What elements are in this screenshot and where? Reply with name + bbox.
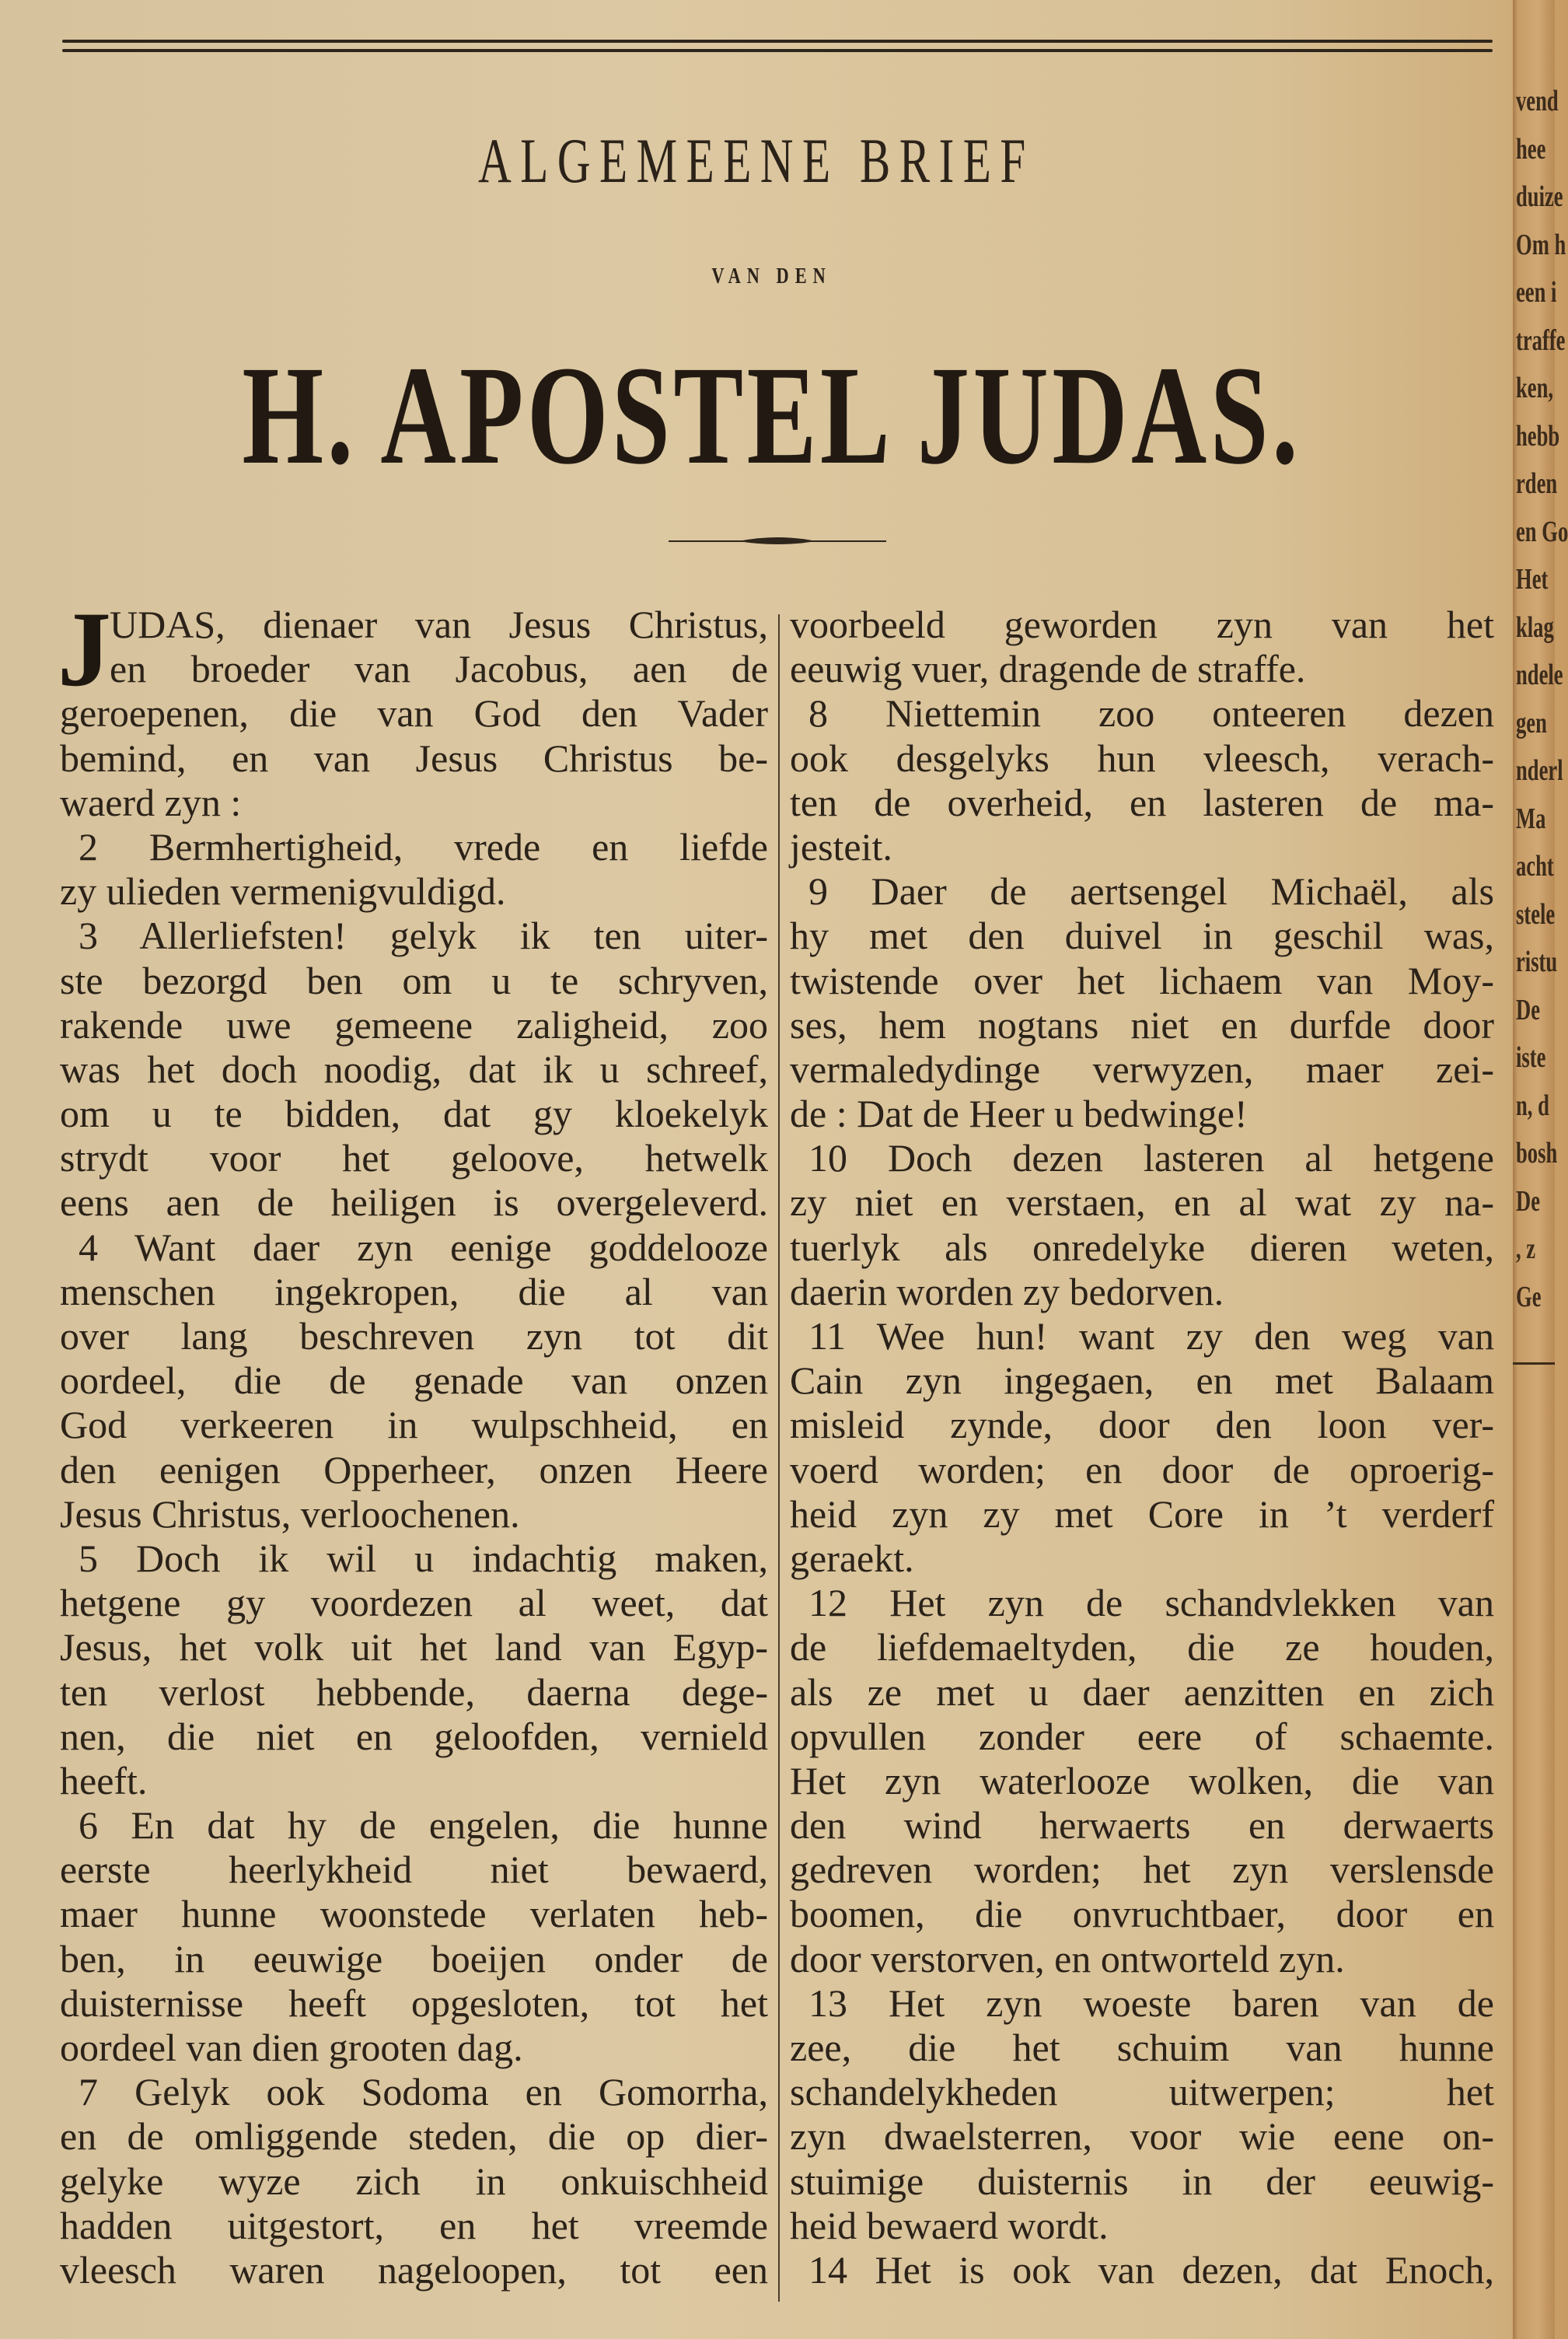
header-double-rule-bottom	[62, 49, 1493, 52]
text-line: 9 Daer de aertsengel Michaël, als	[808, 869, 1494, 914]
text-line: oordeel, die de genade van onzen	[60, 1358, 768, 1403]
text-line: geroepenen, die van God den Vader	[60, 691, 768, 736]
text-line: vleesch waren nageloopen, tot een	[60, 2247, 768, 2292]
text-line: misleid zynde, door den loon ver-	[790, 1403, 1494, 1447]
text-line: ten de overheid, en lasteren de ma-	[790, 780, 1494, 824]
text-line: 7 Gelyk ook Sodoma en Gomorrha,	[79, 2070, 768, 2114]
text-line: tuerlyk als onredelyke dieren weten,	[790, 1225, 1494, 1269]
facing-page-fragment: Ge	[1516, 1280, 1542, 1313]
text-line: 2 Bermhertigheid, vrede en liefde	[79, 824, 768, 869]
text-line: vermaledydinge verwyzen, maer zei-	[790, 1047, 1494, 1091]
text-line: Jesus Christus, verloochenen.	[60, 1491, 520, 1536]
facing-page-fragment: en Go	[1516, 515, 1568, 548]
text-line: 11 Wee hun! want zy den weg van	[808, 1314, 1494, 1358]
title-small-text: ALGEMEENE BRIEF	[477, 125, 1035, 196]
text-line: zyn dwaelsterren, voor wie eene on-	[790, 2114, 1494, 2159]
text-line: ses, hem nogtans niet en durfde door	[790, 1002, 1494, 1047]
text-line: twistende over het lichaem van Moy-	[790, 958, 1494, 1002]
facing-page-fragment: rden	[1516, 467, 1558, 500]
text-line: daerin worden zy bedorven.	[790, 1269, 1224, 1313]
text-line: menschen ingekropen, die al van	[60, 1269, 768, 1313]
text-column-right	[790, 603, 1494, 2292]
text-line: en broeder van Jacobus, aen de	[110, 647, 768, 691]
facing-page-rule	[1513, 1362, 1555, 1365]
text-line: 4 Want daer zyn eenige goddelooze	[79, 1225, 768, 1269]
facing-page-fragment: , z	[1516, 1232, 1536, 1265]
text-line: den wind herwaerts en derwaerts	[790, 1803, 1494, 1848]
text-column-left	[60, 603, 768, 2292]
text-line: was het doch noodig, dat ik u schreef,	[60, 1047, 768, 1091]
text-line: eeuwig vuer, dragende de straffe.	[790, 647, 1306, 691]
title-van-den	[0, 264, 1543, 289]
text-line: waerd zyn :	[60, 780, 242, 824]
text-line: strydt voor het geloove, hetwelk	[60, 1136, 768, 1180]
facing-page-fragment: acht	[1516, 850, 1554, 883]
text-line: om u te bidden, dat gy kloekelyk	[60, 1092, 768, 1136]
text-line: ben, in eeuwige boeijen onder de	[60, 1936, 768, 1981]
text-line: maer hunne woonstede verlaten heb-	[60, 1892, 768, 1936]
text-line: 13 Het zyn woeste baren van de	[808, 1981, 1494, 2025]
facing-page-fragment: ristu	[1516, 946, 1558, 978]
text-line: zy ulieden vermenigvuldigd.	[60, 869, 506, 914]
text-line: den eenigen Opperheer, onzen Heere	[60, 1447, 768, 1491]
text-line: hadden uitgestort, en het vreemde	[60, 2203, 768, 2247]
facing-page-fragment: hee	[1516, 132, 1546, 166]
text-line: rakende uwe gemeene zaligheid, zoo	[60, 1002, 768, 1047]
text-line: bemind, en van Jesus Christus be-	[60, 736, 768, 780]
text-line: de liefdemaeltyden, die ze houden,	[790, 1625, 1494, 1669]
text-line: jesteit.	[790, 824, 892, 869]
text-line: door verstorven, en ontworteld zyn.	[790, 1936, 1345, 1981]
facing-page-fragment: De	[1516, 1184, 1541, 1218]
text-line: 5 Doch ik wil u indachtig maken,	[79, 1536, 768, 1580]
text-line: Cain zyn ingegaen, en met Balaam	[790, 1358, 1494, 1403]
facing-page-fragment: stele	[1516, 897, 1556, 931]
facing-page-fragment: iste	[1516, 1041, 1546, 1074]
facing-page-fragment: vend	[1516, 85, 1559, 117]
facing-page-fragment: duize	[1516, 180, 1563, 213]
text-line: als ze met u daer aenzitten en zich	[790, 1669, 1494, 1714]
header-double-rule-top	[62, 40, 1493, 43]
page-title-text: H. APOSTEL JUDAS.	[242, 337, 1301, 494]
column-divider	[778, 614, 780, 2302]
text-line: 6 En dat hy de engelen, die hunne	[79, 1803, 768, 1848]
text-line: heid bewaerd wordt.	[790, 2203, 1109, 2247]
text-line: Jesus, het volk uit het land van Egyp-	[60, 1625, 768, 1669]
facing-page-fragment: een i	[1516, 276, 1557, 309]
facing-page-fragment: nderl	[1516, 754, 1563, 787]
text-line: en de omliggende steden, die op dier-	[60, 2114, 768, 2159]
text-line: ste bezorgd ben om u te schryven,	[60, 958, 768, 1002]
text-line: zy niet en verstaen, en al wat zy na-	[790, 1180, 1494, 1225]
text-line: over lang beschreven zyn tot dit	[60, 1314, 768, 1358]
text-line: eens aen de heiligen is overgeleverd.	[60, 1180, 768, 1225]
facing-page-fragment: Ma	[1516, 802, 1546, 835]
text-line: hetgene gy voordezen al weet, dat	[60, 1581, 768, 1625]
facing-page-fragment: klag	[1516, 610, 1554, 644]
text-line: voerd worden; en door de oproerig-	[790, 1447, 1494, 1491]
text-line: boomen, die onvruchtbaer, door en	[790, 1892, 1494, 1936]
facing-page-fragment: bosh	[1516, 1137, 1558, 1170]
text-line: eerste heerlykheid niet bewaerd,	[60, 1848, 768, 1892]
text-line: ten verlost hebbende, daerna dege-	[60, 1669, 768, 1714]
text-line: geraekt.	[790, 1536, 914, 1580]
facing-page-edge	[1513, 0, 1568, 2339]
title-algemeene-brief	[0, 124, 1512, 198]
facing-page-fragment: n, d	[1516, 1089, 1549, 1122]
facing-page-fragment: ndele	[1516, 659, 1563, 691]
text-line: heeft.	[60, 1758, 148, 1802]
text-line: stuimige duisternis in der eeuwig-	[790, 2159, 1494, 2203]
text-line: voorbeeld geworden zyn van het	[790, 603, 1494, 646]
title-van-den-text: VAN DEN	[711, 264, 832, 288]
text-line: 10 Doch dezen lasteren al hetgene	[808, 1136, 1494, 1180]
text-line: gedreven worden; het zyn verslensde	[790, 1848, 1494, 1892]
text-line: Het zyn waterlooze wolken, die van	[790, 1758, 1494, 1802]
text-line: 12 Het zyn de schandvlekken van	[808, 1581, 1494, 1625]
text-line: de : Dat de Heer u bedwinge!	[790, 1092, 1248, 1136]
text-line: God verkeeren in wulpschheid, en	[60, 1403, 768, 1447]
facing-page-fragment: hebb	[1516, 419, 1560, 453]
facing-page-fragment: traffe	[1516, 323, 1566, 357]
text-line: oordeel van dien grooten dag.	[60, 2026, 523, 2069]
text-line: duisternisse heeft opgesloten, tot het	[60, 1981, 768, 2025]
text-line: opvullen zonder eere of schaemte.	[790, 1714, 1494, 1758]
text-line: heid zyn zy met Core in ’t verderf	[790, 1491, 1494, 1536]
text-line: gelyke wyze zich in onkuischheid	[60, 2159, 768, 2203]
text-line: UDAS, dienaer van Jesus Christus,	[110, 603, 768, 646]
facing-page-fragment: Het	[1516, 563, 1549, 596]
ornament-rule-icon	[669, 533, 886, 549]
text-line: zee, die het schuim van hunne	[790, 2026, 1494, 2069]
page-title	[0, 334, 1543, 497]
text-line: 8 Niettemin zoo onteeren dezen	[808, 691, 1494, 736]
facing-page-fragment: De	[1516, 993, 1541, 1026]
facing-page-fragment: Om h	[1516, 228, 1566, 261]
drop-cap: J	[58, 589, 111, 708]
text-line: hy met den duivel in geschil was,	[790, 914, 1494, 958]
facing-page-fragment: gen	[1516, 706, 1547, 739]
facing-page-fragment: ken,	[1516, 372, 1554, 404]
text-line: 14 Het is ook van dezen, dat Enoch,	[808, 2247, 1494, 2292]
text-line: schandelykheden uitwerpen; het	[790, 2070, 1494, 2114]
text-line: ook desgelyks hun vleesch, verach-	[790, 736, 1494, 780]
text-line: nen, die niet en geloofden, vernield	[60, 1714, 768, 1758]
text-line: 3 Allerliefsten! gelyk ik ten uiter-	[79, 914, 768, 958]
